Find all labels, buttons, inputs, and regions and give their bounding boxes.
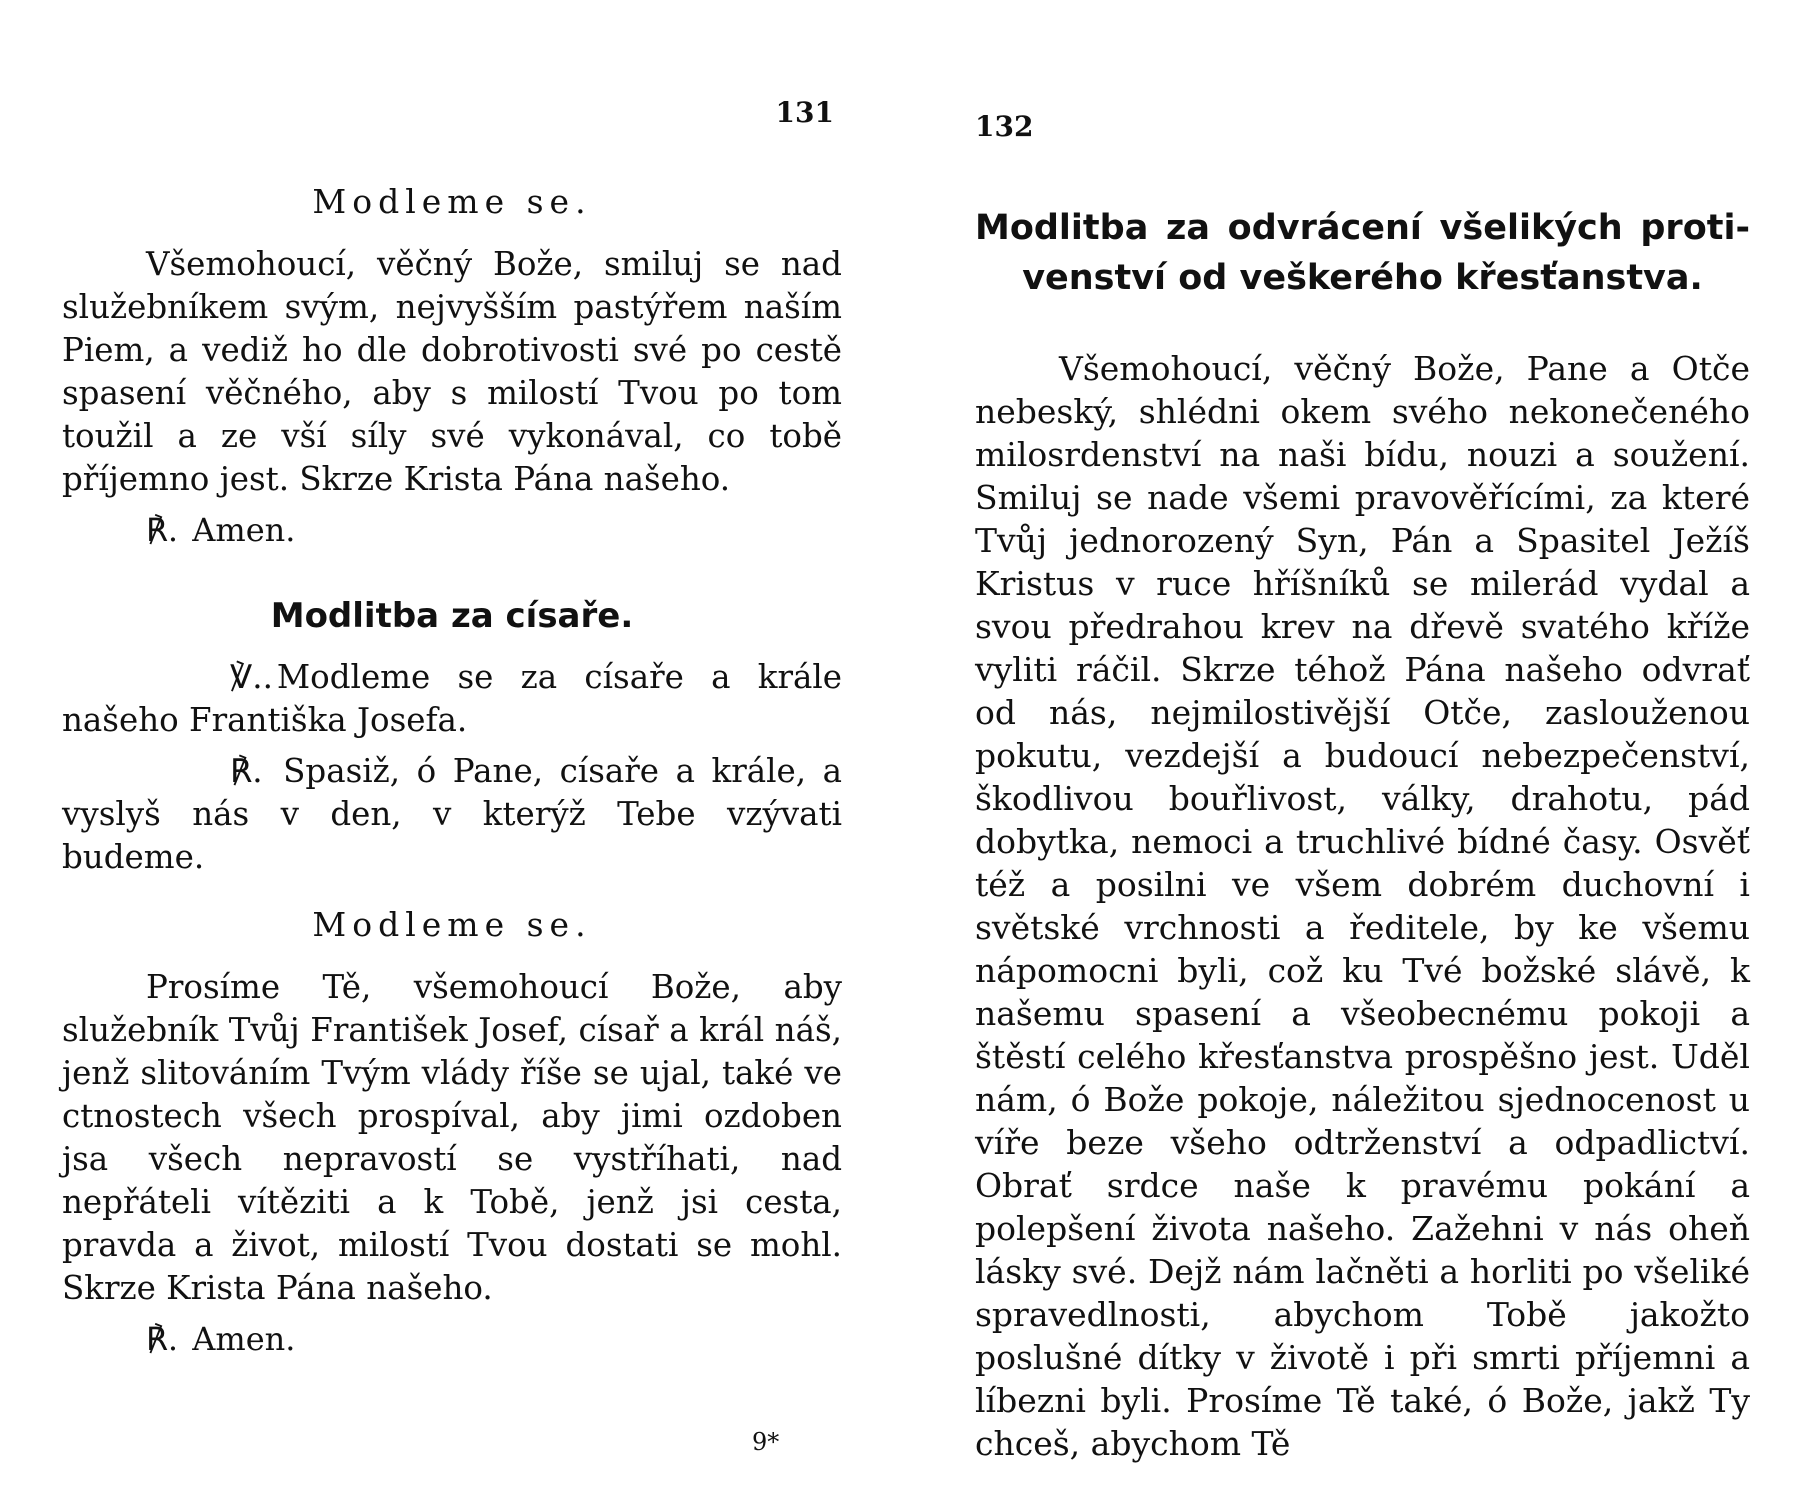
prayer-text: Všemohoucí, věčný Bože, smiluj se nad služebníkem svým, nejvyšším pastýřem naším Piem, a vediž ho dle dobrotivosti své po cestě spasení věčného, aby s milostí Tvou po tom toužil a ze vší síly své vykonával, co tobě příjemno jest. Skrze Krista Pána našeho.	[62, 245, 842, 498]
prayer-text: Všemohoucí, věčný Bože, Pane a Otče nebeský, shlédni okem svého nekonečeného milosrdenství na naši bídu, nouzi a soužení. Smiluj se nade všemi pravověřícími, za které Tvůj jednorozený Syn, Pán a Spasitel Ježíš Kristus v ruce hříšníků se milerád vydal a svou předrahou krev na dřevě svatého kříže vyliti ráčil. Skrze téhož Pána našeho odvrať od nás, nejmilostivější Otče, zaslouženou pokutu, vezdejší a budoucí nebezpečenství, škodlivou bouřlivost, války, drahotu, pád dobytka, nemoci a truchlivé bídné časy. Osvěť též a posilni ve všem dobrém duchovní i světské vrchnosti a ředitele, by ke všemu nápomocni byli, což ku Tvé božské slávě, k našemu spasení a všeobecnému pokoji a štěstí celého křesťanstva prospěšno jest. Uděl nám, ó Bože pokoje, náležitou sjednocenost u víře beze všeho odtrženství a odpadlictví. Obrať srdce naše k pravému pokání a polepšení života našeho. Zažehni v nás oheň lásky své. Dejž nám lačněti a horliti po všeliké spravedlnosti, abychom Tobě jakožto poslušné dítky v životě i při smrti příjemni a líbezni byli. Prosíme Tě také, ó Bože, jakž Ty chceš, abychom Tě	[975, 349, 1750, 1463]
right-page-content	[975, 195, 1750, 1465]
right-page	[975, 0, 1750, 1500]
prayer-text: Prosíme Tě, všemohoucí Bože, aby služebník Tvůj František Josef, císař a král náš, jenž slitováním Tvým vlády říše se ujal, také ve ctnostech všech prospíval, aby jimi ozdoben jsa všech nepravostí se vystříhati, nad nepřáteli vítěziti a k Tobě, jenž jsi cesta, pravda a život, milostí Tvou dostati se mohl. Skrze Krista Pána našeho.	[62, 968, 842, 1307]
section-title	[975, 203, 1750, 303]
response-text: Spasiž, ó Pane, císaře a krále, a vyslyš nás v den, v kterýž Tebe vzývati budeme.	[62, 752, 842, 876]
section-title: Modlitba za císaře.	[270, 596, 634, 636]
response-mark: ℟.	[230, 752, 263, 790]
amen-text: Amen.	[192, 511, 296, 549]
versicle-line	[62, 656, 842, 742]
section-title-line: venství od veškerého křesťanstva.	[1022, 258, 1703, 298]
page-number: 131	[775, 96, 834, 129]
versicle-mark: ℣..	[230, 658, 273, 696]
versicle-text: Modleme se za císaře a krále našeho Františka Josefa.	[62, 658, 842, 739]
response-mark: ℟.	[146, 1320, 179, 1358]
prayer-heading: Modleme se.	[312, 905, 592, 944]
prayer-heading: Modleme se.	[312, 182, 592, 221]
response-line	[62, 750, 842, 879]
signature-mark: 9*	[752, 1428, 780, 1456]
section-title-line: Modlitba za odvrácení všelikých proti-	[975, 208, 1750, 248]
left-page-content	[62, 182, 842, 1361]
response-mark: ℟.	[146, 511, 179, 549]
left-page	[62, 0, 842, 1500]
amen-text: Amen.	[192, 1320, 296, 1358]
response-line	[62, 1318, 842, 1361]
page-number: 132	[975, 110, 1034, 143]
response-line	[62, 509, 842, 552]
